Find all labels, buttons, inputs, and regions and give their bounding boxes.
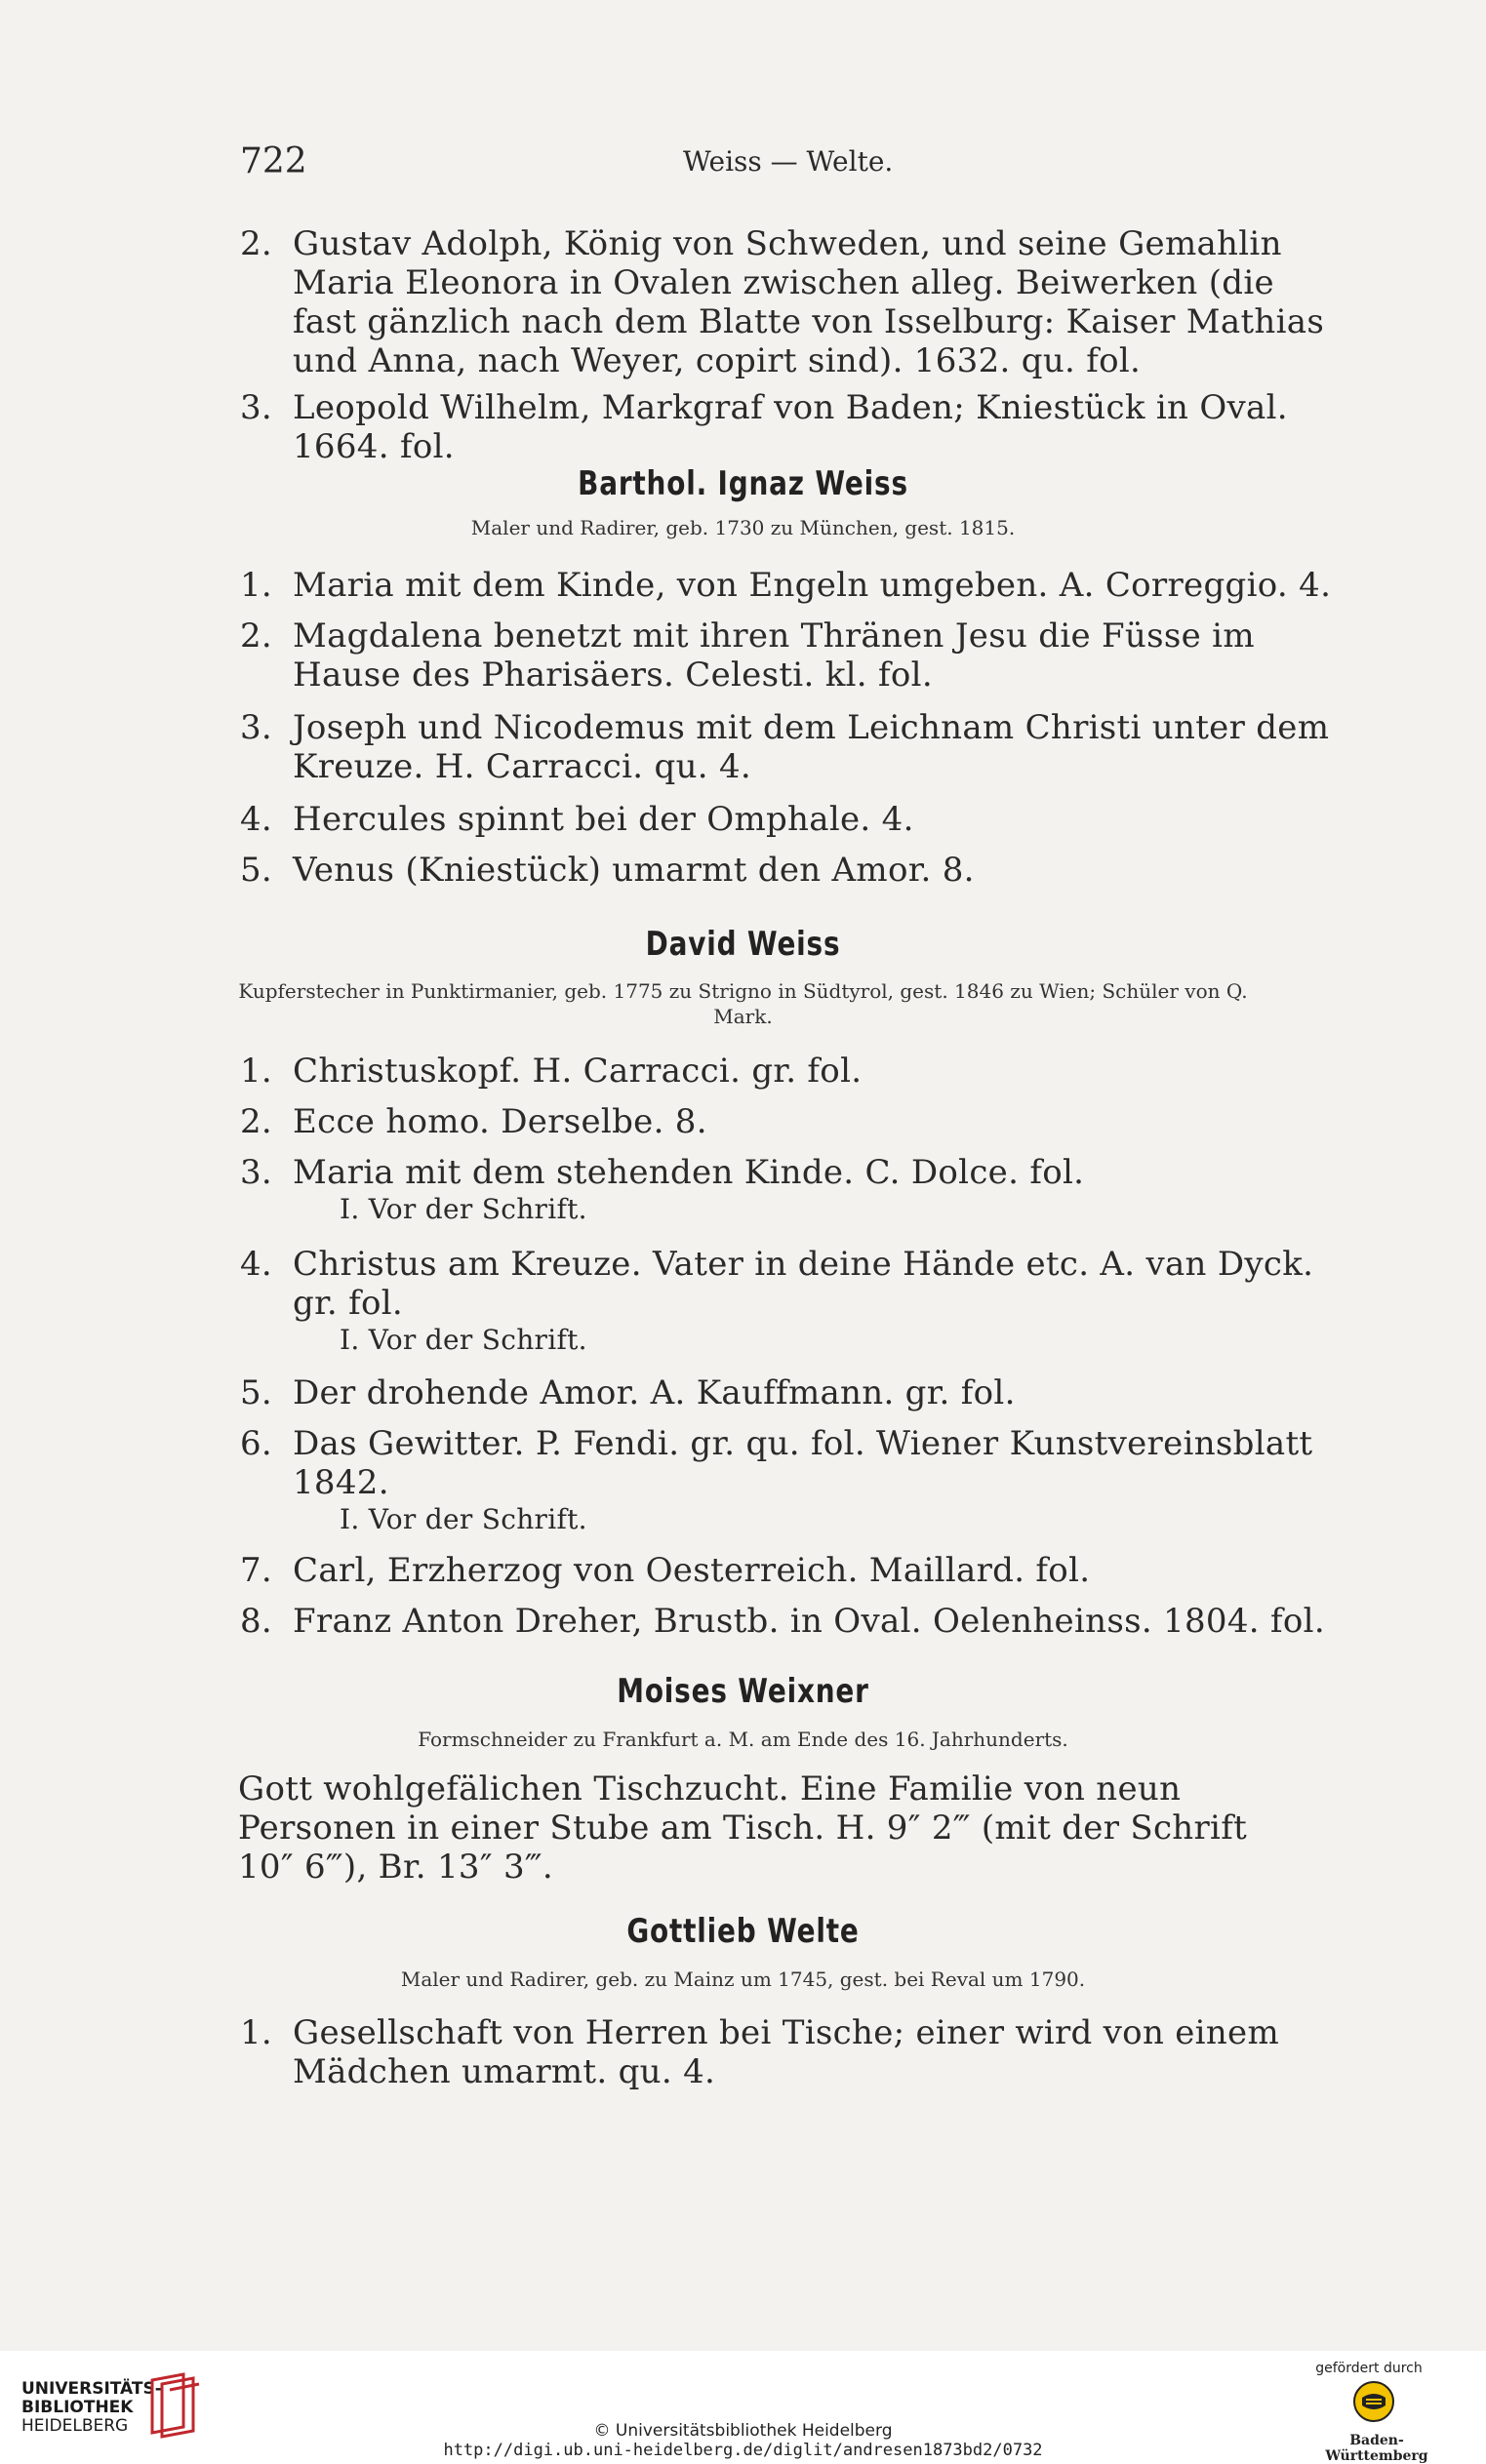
section-bio: Maler und Radirer, geb. 1730 zu München, gest. 1815. [470,516,1016,539]
entry-number: 8. [240,1602,273,1641]
entry-number: 2. [240,1102,273,1141]
entry-text: Gesellschaft von Herren bei Tische; einer wird von einem Mädchen umarmt. qu. 4. [293,2013,1280,2091]
entry-text: Gott wohlgefälichen Tischzucht. Eine Familie von neun Personen in einer Stube am Tisch. H. 9″ 2‴ (mit der Schrift 10″ 6‴), Br. 13″ 3‴. [238,1769,1248,1887]
section-bio: Formschneider zu Frankfurt a. M. am Ende des 16. Jahrhunderts. [418,1728,1068,1751]
library-name-line: BIBLIOTHEK [21,2398,134,2417]
entry-number: 4. [240,800,273,839]
entry-number: 5. [240,1373,273,1412]
copyright-notice: © Universitätsbibliothek Heidelberg [593,2421,893,2441]
list-item [240,2013,1346,2091]
list-item [240,566,1346,605]
entry-number: 2. [240,616,273,656]
running-title: Weiss — Welte. [683,145,894,178]
entry-text: Ecce homo. Derselbe. 8. [293,1102,707,1141]
list-item [240,1102,1346,1141]
list-item [240,708,1346,786]
entry-note: I. Vor der Schrift. [340,1193,587,1225]
funded-by-label: gefördert durch [1315,2361,1423,2376]
page-number: 722 [240,141,307,181]
list-item [240,1373,1346,1412]
entry-number: 3. [240,388,273,427]
entry-number: 1. [240,566,273,605]
entry-number: 4. [240,1245,273,1284]
entry-number: 1. [240,2013,273,2052]
list-item [240,1424,1346,1537]
list-item [240,1551,1346,1590]
section-heading: Gottlieb Welte [626,1912,860,1951]
entry-text: Franz Anton Dreher, Brustb. in Oval. Oelenheinss. 1804. fol. [293,1602,1325,1641]
entry-text: Venus (Kniestück) umarmt den Amor. 8. [293,851,975,890]
entry-text: Leopold Wilhelm, Markgraf von Baden; Kniestück in Oval. 1664. fol. [293,388,1288,466]
state-label: Baden-Württemberg [1325,2433,1428,2464]
entry-paragraph [238,1769,1346,1887]
list-item [240,388,1346,466]
entry-text: Christuskopf. H. Carracci. gr. fol. [293,1052,863,1091]
entry-text: Hercules spinnt bei der Omphale. 4. [293,800,914,839]
section-bio: Kupferstecher in Punktirmanier, geb. 1775 zu Strigno in Südtyrol, gest. 1846 zu Wien; Schüler von Q. Mark. [238,979,1248,1028]
entry-number: 5. [240,851,273,890]
state-crest-icon [1352,2380,1395,2423]
list-item [240,851,1346,890]
section-bio: Maler und Radirer, geb. zu Mainz um 1745, gest. bei Reval um 1790. [400,1967,1086,1991]
section-heading: David Weiss [645,925,841,964]
entry-number: 3. [240,1153,273,1192]
entry-number: 7. [240,1551,273,1590]
entry-text: Magdalena benetzt mit ihren Thränen Jesu die Füsse im Hause des Pharisäers. Celesti. kl. fol. [293,616,1255,695]
list-item [240,1602,1346,1641]
entry-text: Maria mit dem stehenden Kinde. C. Dolce. fol. [293,1153,1085,1192]
entry-text: Maria mit dem Kinde, von Engeln umgeben. A. Correggio. 4. [293,566,1332,605]
entry-number: 3. [240,708,273,747]
section-heading: Barthol. Ignaz Weiss [578,464,908,503]
section-heading: Moises Weixner [617,1672,869,1711]
entry-number: 1. [240,1052,273,1091]
entry-text: Gustav Adolph, König von Schweden, und seine Gemahlin Maria Eleonora in Ovalen zwischen alleg. Beiwerken (die fast gänzlich nach dem Blatte von Isselburg: Kaiser Mathias und Anna, nach Weyer, copirt sind). 1632. qu. fol. [293,224,1325,380]
entry-note: I. Vor der Schrift. [340,1324,587,1356]
list-item [240,1153,1346,1227]
source-url-link[interactable]: http://digi.ub.uni-heidelberg.de/diglit/andresen1873bd2/0732 [443,2441,1043,2460]
library-name-line: UNIVERSITÄTS- [21,2379,162,2399]
entry-text: Christus am Kreuze. Vater in deine Hände etc. A. van Dyck. gr. fol. [293,1245,1314,1323]
entry-text: Carl, Erzherzog von Oesterreich. Maillard. fol. [293,1551,1091,1590]
library-name-line: HEIDELBERG [21,2416,129,2436]
list-item [240,1052,1346,1091]
entry-text: Joseph und Nicodemus mit dem Leichnam Christi unter dem Kreuze. H. Carracci. qu. 4. [293,708,1330,786]
entry-number: 6. [240,1424,273,1463]
entry-number: 2. [240,224,273,263]
page-header [0,141,1486,190]
entry-text: Das Gewitter. P. Fendi. gr. qu. fol. Wiener Kunstvereinsblatt 1842. [293,1424,1313,1502]
list-item [240,616,1346,695]
list-item [240,1245,1346,1358]
entry-text: Der drohende Amor. A. Kauffmann. gr. fol. [293,1373,1016,1412]
list-item [240,800,1346,839]
entry-note: I. Vor der Schrift. [340,1503,587,1535]
list-item [240,224,1346,380]
